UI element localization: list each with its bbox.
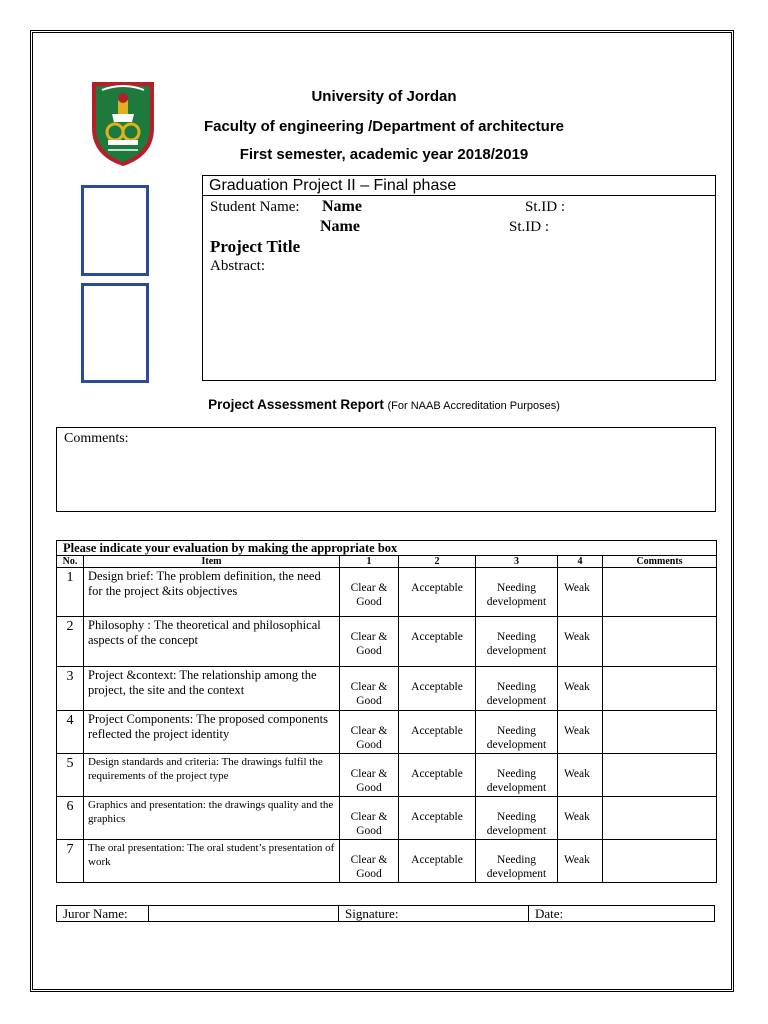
option-development-label: development [486, 739, 547, 751]
evaluation-row [57, 711, 717, 754]
option-clear-label: Clear & [350, 582, 388, 594]
option-clear-label: Clear & [350, 725, 388, 737]
option-needing-development[interactable] [476, 711, 558, 754]
option-acceptable[interactable] [399, 840, 476, 883]
option-acceptable-label: Acceptable [411, 768, 463, 780]
row-number: 7 [57, 840, 84, 883]
option-needing-development[interactable] [476, 568, 558, 617]
option-weak[interactable] [558, 617, 603, 667]
row-item: Philosophy : The theoretical and philosophical aspects of the concept [84, 617, 340, 667]
option-needing-development[interactable] [476, 754, 558, 797]
project-info-box [202, 175, 716, 381]
comments-label: Comments: [64, 431, 129, 446]
row-item: Project &context: The relationship among the project, the site and the context [84, 667, 340, 711]
semester-line: First semester, academic year 2018/2019 [239, 146, 529, 163]
evaluation-row [57, 617, 717, 667]
option-acceptable[interactable] [399, 797, 476, 840]
date-field[interactable] [529, 906, 715, 922]
option-weak-label: Weak [564, 582, 590, 594]
abstract-label: Abstract: [210, 258, 265, 274]
row-number: 5 [57, 754, 84, 797]
option-acceptable[interactable] [399, 568, 476, 617]
header-4: 4 [558, 556, 603, 568]
option-good-label: Good [356, 825, 382, 837]
report-heading [0, 397, 768, 412]
option-good-label: Good [356, 868, 382, 880]
option-clear-label: Clear & [350, 631, 388, 643]
option-development-label: development [486, 868, 547, 880]
evaluation-row [57, 840, 717, 883]
option-weak[interactable] [558, 667, 603, 711]
project-title: Project Title [210, 237, 301, 256]
option-weak[interactable] [558, 754, 603, 797]
option-weak-label: Weak [564, 768, 590, 780]
option-weak[interactable] [558, 797, 603, 840]
option-acceptable[interactable] [399, 617, 476, 667]
option-weak-label: Weak [564, 631, 590, 643]
header-comments: Comments [603, 556, 717, 568]
header-item: Item [84, 556, 340, 568]
signature-field[interactable] [339, 906, 529, 922]
date-label: Date: [535, 906, 564, 921]
header-3: 3 [476, 556, 558, 568]
column-headers [57, 556, 717, 568]
signature-label: Signature: [345, 906, 399, 921]
row-number: 4 [57, 711, 84, 754]
option-needing-development[interactable] [476, 617, 558, 667]
option-acceptable-label: Acceptable [411, 582, 463, 594]
option-needing-label: Needing [497, 631, 536, 643]
option-good-label: Good [356, 739, 382, 751]
row-comments-cell[interactable] [603, 797, 717, 840]
option-clear-label: Clear & [350, 811, 388, 823]
report-note: (For NAAB Accreditation Purposes) [387, 400, 560, 412]
option-needing-label: Needing [497, 681, 536, 693]
option-weak[interactable] [558, 840, 603, 883]
evaluation-row [57, 754, 717, 797]
row-number: 2 [57, 617, 84, 667]
evaluation-row [57, 667, 717, 711]
option-acceptable[interactable] [399, 711, 476, 754]
row-item: Design standards and criteria: The drawings fulfil the requirements of the project type [84, 754, 340, 797]
report-title: Project Assessment Report [208, 397, 384, 412]
option-clear-good[interactable] [340, 797, 399, 840]
student-photo-box-2 [81, 283, 149, 383]
juror-name-field[interactable] [149, 906, 339, 922]
evaluation-table [56, 540, 717, 883]
option-clear-label: Clear & [350, 854, 388, 866]
option-needing-development[interactable] [476, 667, 558, 711]
option-good-label: Good [356, 596, 382, 608]
option-acceptable-label: Acceptable [411, 854, 463, 866]
option-clear-label: Clear & [350, 681, 388, 693]
row-item: The oral presentation: The oral student’s presentation of work [84, 840, 340, 883]
option-needing-development[interactable] [476, 797, 558, 840]
row-number: 6 [57, 797, 84, 840]
option-clear-good[interactable] [340, 667, 399, 711]
option-needing-development[interactable] [476, 840, 558, 883]
student-name-label: Student Name: [210, 199, 300, 215]
option-clear-good[interactable] [340, 754, 399, 797]
option-acceptable-label: Acceptable [411, 725, 463, 737]
row-comments-cell[interactable] [603, 667, 717, 711]
option-development-label: development [486, 596, 547, 608]
student-id-2: St.ID : [509, 219, 550, 235]
option-clear-good[interactable] [340, 617, 399, 667]
option-clear-good[interactable] [340, 568, 399, 617]
header-1: 1 [340, 556, 399, 568]
option-needing-label: Needing [497, 582, 536, 594]
row-item: Project Components: The proposed components reflected the project identity [84, 711, 340, 754]
comments-box[interactable] [56, 427, 716, 512]
option-acceptable-label: Acceptable [411, 631, 463, 643]
option-good-label: Good [356, 782, 382, 794]
evaluation-caption: Please indicate your evaluation by making the appropriate box [57, 541, 717, 556]
option-weak-label: Weak [564, 681, 590, 693]
row-comments-cell[interactable] [603, 840, 717, 883]
student-name-2: Name [320, 218, 360, 235]
faculty-name: Faculty of engineering /Department of architecture [203, 118, 565, 135]
option-needing-label: Needing [497, 854, 536, 866]
student-photo-box-1 [81, 185, 149, 276]
project-phase-title: Graduation Project II – Final phase [203, 176, 715, 196]
row-number: 3 [57, 667, 84, 711]
option-acceptable[interactable] [399, 667, 476, 711]
option-needing-label: Needing [497, 725, 536, 737]
university-name: University of Jordan [311, 88, 457, 105]
row-comments-cell[interactable] [603, 754, 717, 797]
row-comments-cell[interactable] [603, 711, 717, 754]
row-item: Graphics and presentation: the drawings quality and the graphics [84, 797, 340, 840]
row-comments-cell[interactable] [603, 568, 717, 617]
option-needing-label: Needing [497, 768, 536, 780]
option-development-label: development [486, 695, 547, 707]
option-acceptable-label: Acceptable [411, 681, 463, 693]
header-2: 2 [399, 556, 476, 568]
option-development-label: development [486, 645, 547, 657]
row-number: 1 [57, 568, 84, 617]
option-development-label: development [486, 825, 547, 837]
option-weak-label: Weak [564, 811, 590, 823]
option-clear-good[interactable] [340, 711, 399, 754]
option-acceptable[interactable] [399, 754, 476, 797]
student-id-1: St.ID : [525, 199, 566, 215]
option-acceptable-label: Acceptable [411, 811, 463, 823]
option-weak[interactable] [558, 568, 603, 617]
option-good-label: Good [356, 645, 382, 657]
juror-name-label: Juror Name: [57, 906, 149, 922]
evaluation-row [57, 568, 717, 617]
option-clear-good[interactable] [340, 840, 399, 883]
option-needing-label: Needing [497, 811, 536, 823]
row-item: Design brief: The problem definition, the need for the project &its objectives [84, 568, 340, 617]
evaluation-row [57, 797, 717, 840]
option-weak[interactable] [558, 711, 603, 754]
option-clear-label: Clear & [350, 768, 388, 780]
option-good-label: Good [356, 695, 382, 707]
header-no: No. [57, 556, 84, 568]
row-comments-cell[interactable] [603, 617, 717, 667]
student-name-1: Name [322, 198, 362, 215]
option-development-label: development [486, 782, 547, 794]
option-weak-label: Weak [564, 725, 590, 737]
option-weak-label: Weak [564, 854, 590, 866]
juror-footer [56, 905, 715, 922]
